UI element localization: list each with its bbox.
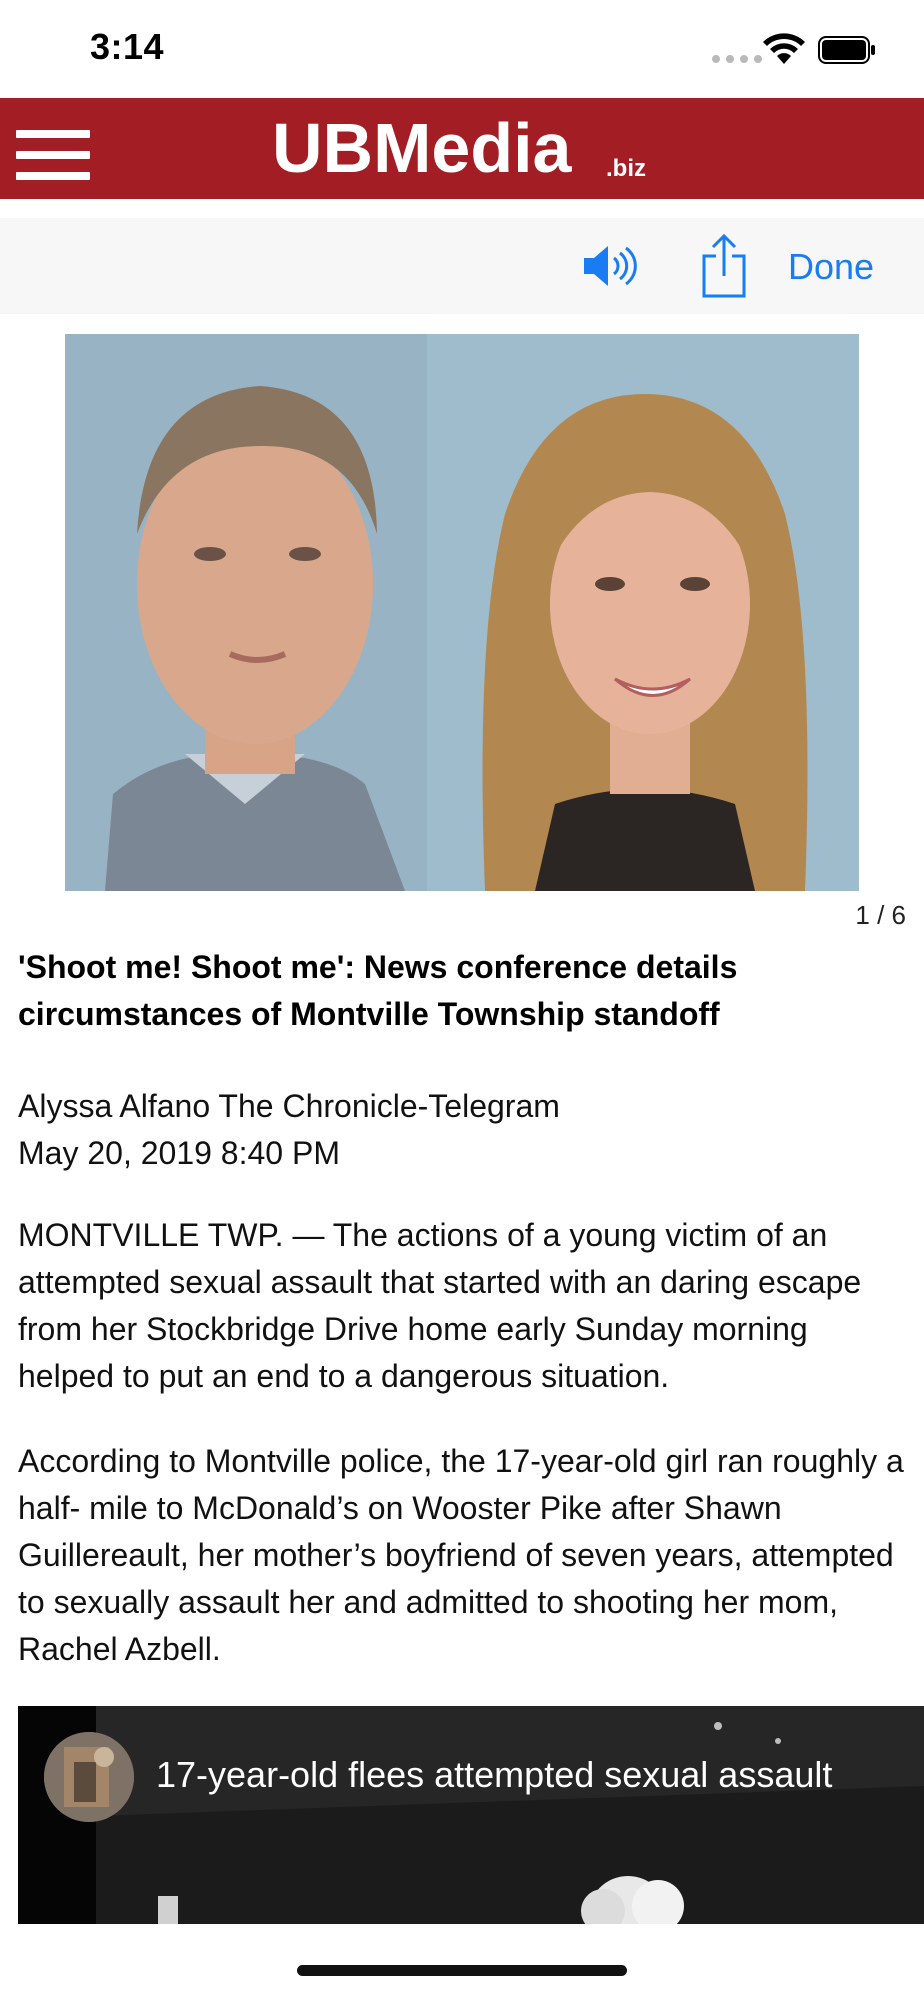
speaker-icon[interactable] xyxy=(582,242,638,290)
done-button[interactable]: Done xyxy=(788,246,875,287)
article-byline xyxy=(18,1083,560,1177)
article-author: Alyssa Alfano The Chronicle-Telegram xyxy=(18,1088,560,1124)
article-date: May 20, 2019 8:40 PM xyxy=(18,1135,340,1171)
video-player[interactable] xyxy=(18,1706,924,1924)
article-headline: 'Shoot me! Shoot me': News conference details circumstances of Montville Township standoff xyxy=(18,949,738,1032)
wifi-icon xyxy=(762,32,806,66)
status-bar xyxy=(0,0,924,98)
battery-icon xyxy=(818,36,876,64)
photo-counter: 1 / 6 xyxy=(855,900,906,930)
home-indicator[interactable] xyxy=(297,1965,627,1976)
brand-logo xyxy=(272,108,662,188)
hamburger-menu-icon[interactable] xyxy=(16,130,90,180)
share-icon[interactable] xyxy=(700,234,748,298)
article-paragraph: According to Montville police, the 17-year-old girl ran roughly a half- mile to McDonald’s on Wooster Pike after Shawn Guillereault, her mother’s boyfriend of seven years, attempted to sexually assault her and admitted to shooting her mom, Rachel Azbell. xyxy=(18,1443,904,1667)
channel-avatar[interactable] xyxy=(44,1732,134,1822)
video-thumbnail xyxy=(18,1706,924,1924)
article-paragraph: MONTVILLE TWP. — The actions of a young victim of an attempted sexual assault that started with an daring escape from her Stockbridge Drive home early Sunday morning helped to put an end to a dangerous situation. xyxy=(18,1217,862,1394)
logo-text: UBMedia xyxy=(272,109,572,187)
app-header xyxy=(0,98,924,199)
reader-toolbar xyxy=(0,218,924,314)
logo-suffix: .biz xyxy=(606,155,646,182)
article-photo[interactable] xyxy=(65,334,859,891)
video-title: 17-year-old flees attempted sexual assault xyxy=(156,1754,833,1795)
status-time: 3:14 xyxy=(90,26,165,67)
cellular-signal-icon xyxy=(712,55,762,63)
